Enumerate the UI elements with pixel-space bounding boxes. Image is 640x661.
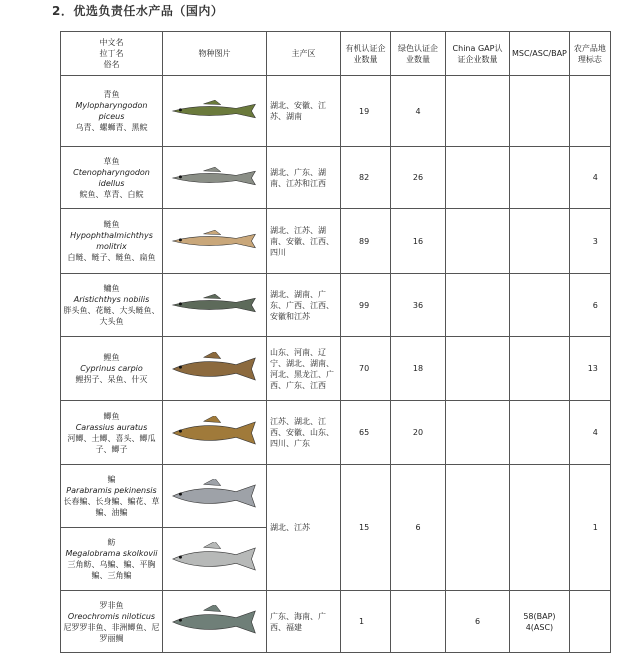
geo-count: 6 bbox=[569, 274, 610, 337]
species-image bbox=[163, 528, 267, 591]
region-cell: 山东、河南、辽宁、湖北、湖南、河北、黑龙江、广西、广东、江西 bbox=[267, 337, 341, 401]
header-msc: MSC/ASC/BAP bbox=[510, 32, 570, 76]
chinagap-count bbox=[446, 337, 510, 401]
species-image bbox=[163, 147, 267, 209]
chinagap-count: 6 bbox=[446, 591, 510, 653]
geo-count bbox=[569, 76, 610, 147]
region-cell: 湖北、江苏 bbox=[267, 465, 341, 591]
species-latin-name: Oreochromis niloticus bbox=[67, 611, 156, 621]
species-alias: 鲩鱼、草青、白鲩 bbox=[79, 189, 144, 199]
species-cn-name: 青鱼 bbox=[103, 90, 120, 99]
black-amur-bream-icon bbox=[167, 542, 263, 576]
species-cn-name: 鳊 bbox=[107, 475, 116, 484]
species-alias: 三角鲂、乌鳊、鳊、平胸鳊、三角鳊 bbox=[67, 560, 156, 580]
crucian-carp-icon bbox=[167, 416, 263, 450]
msc-count bbox=[510, 401, 570, 465]
species-latin-name: Mylopharyngodon piceus bbox=[75, 101, 148, 121]
header-name-latin: 拉丁名 bbox=[99, 49, 124, 58]
tilapia-icon bbox=[167, 605, 263, 639]
bighead-carp-icon bbox=[167, 288, 263, 322]
msc-count bbox=[510, 465, 570, 591]
white-amur-bream-icon bbox=[167, 479, 263, 513]
green-count: 26 bbox=[391, 147, 446, 209]
species-alias: 尼罗罗非鱼、非洲鲫鱼、尼罗丽鲷 bbox=[63, 622, 160, 643]
black-carp-icon bbox=[167, 94, 263, 128]
species-name-cell bbox=[61, 591, 163, 653]
species-image bbox=[163, 209, 267, 274]
species-image bbox=[163, 401, 267, 465]
species-alias: 鲤拐子、呆鱼、什灭 bbox=[75, 375, 148, 384]
chinagap-count bbox=[446, 465, 510, 591]
green-count: 6 bbox=[391, 465, 446, 591]
table-row bbox=[61, 274, 611, 337]
geo-count: 13 bbox=[569, 337, 610, 401]
species-alias: 白鲢、鲢子、鲢鱼、扁鱼 bbox=[67, 253, 156, 262]
table-header-row bbox=[61, 32, 611, 76]
organic-count: 82 bbox=[341, 147, 391, 209]
green-count: 20 bbox=[391, 401, 446, 465]
msc-count: 58(BAP) 4(ASC) bbox=[510, 591, 570, 653]
header-geo: 农产品地理标志 bbox=[569, 32, 610, 76]
species-cn-name: 鲂 bbox=[107, 538, 116, 547]
geo-count: 3 bbox=[569, 209, 610, 274]
organic-count: 19 bbox=[341, 76, 391, 147]
green-count bbox=[391, 591, 446, 653]
header-name-alias: 俗名 bbox=[103, 60, 120, 69]
table-row bbox=[61, 591, 611, 653]
grass-carp-icon bbox=[167, 161, 263, 195]
species-image bbox=[163, 76, 267, 147]
green-count: 16 bbox=[391, 209, 446, 274]
green-count: 18 bbox=[391, 337, 446, 401]
table-row bbox=[61, 401, 611, 465]
green-count: 36 bbox=[391, 274, 446, 337]
header-name bbox=[61, 32, 163, 76]
species-name-cell bbox=[61, 209, 163, 274]
species-name-cell bbox=[61, 147, 163, 209]
species-cn-name: 鲢鱼 bbox=[103, 220, 120, 229]
geo-count bbox=[569, 591, 610, 653]
organic-count: 65 bbox=[341, 401, 391, 465]
chinagap-count bbox=[446, 147, 510, 209]
section-title: 2．优选负责任水产品（国内） bbox=[52, 4, 224, 18]
species-latin-name: Hypophthalmichthys molitrix bbox=[70, 231, 153, 251]
region-cell: 广东、海南、广西、福建 bbox=[267, 591, 341, 653]
species-name-cell bbox=[61, 401, 163, 465]
chinagap-count bbox=[446, 209, 510, 274]
species-alias: 长春鳊、长身鳊、鳊花、草鳊、油鳊 bbox=[63, 497, 160, 517]
species-image bbox=[163, 274, 267, 337]
species-alias: 乌青、螺蛳青、黑鲩 bbox=[75, 123, 148, 132]
region-cell: 湖北、安徽、江苏、湖南 bbox=[267, 76, 341, 147]
msc-count bbox=[510, 274, 570, 337]
species-name-cell bbox=[61, 76, 163, 147]
msc-count bbox=[510, 209, 570, 274]
organic-count: 1 bbox=[341, 591, 391, 653]
species-table bbox=[60, 31, 611, 653]
species-name-cell bbox=[61, 465, 163, 528]
species-alias: 胖头鱼、花鲢、大头鲢鱼、大头鱼 bbox=[63, 306, 160, 326]
table-row bbox=[61, 76, 611, 147]
region-cell: 湖北、湖南、广东、广西、江西、安徽和江苏 bbox=[267, 274, 341, 337]
species-cn-name: 鲤鱼 bbox=[103, 353, 120, 362]
header-image: 物种图片 bbox=[163, 32, 267, 76]
geo-count: 1 bbox=[569, 465, 610, 591]
species-cn-name: 草鱼 bbox=[103, 156, 120, 166]
region-cell: 湖北、江苏、湖南、安徽、江西、四川 bbox=[267, 209, 341, 274]
header-region: 主产区 bbox=[267, 32, 341, 76]
organic-count: 89 bbox=[341, 209, 391, 274]
species-cn-name: 鳙鱼 bbox=[103, 284, 120, 293]
table-row bbox=[61, 337, 611, 401]
species-name-cell bbox=[61, 528, 163, 591]
organic-count: 70 bbox=[341, 337, 391, 401]
common-carp-icon bbox=[167, 352, 263, 386]
chinagap-count bbox=[446, 401, 510, 465]
msc-count bbox=[510, 147, 570, 209]
table-row bbox=[61, 147, 611, 209]
region-cell: 湖北、广东、湖南、江苏和江西 bbox=[267, 147, 341, 209]
chinagap-count bbox=[446, 274, 510, 337]
species-image bbox=[163, 465, 267, 528]
species-latin-name: Parabramis pekinensis bbox=[66, 486, 157, 495]
species-latin-name: Aristichthys nobilis bbox=[73, 295, 150, 304]
msc-count bbox=[510, 337, 570, 401]
organic-count: 15 bbox=[341, 465, 391, 591]
species-name-cell bbox=[61, 337, 163, 401]
species-image bbox=[163, 591, 267, 653]
msc-count bbox=[510, 76, 570, 147]
species-cn-name: 鲫鱼 bbox=[103, 411, 120, 421]
organic-count: 99 bbox=[341, 274, 391, 337]
geo-count: 4 bbox=[569, 147, 610, 209]
geo-count: 4 bbox=[569, 401, 610, 465]
species-name-cell bbox=[61, 274, 163, 337]
header-organic: 有机认证企业数量 bbox=[341, 32, 391, 76]
species-alias: 河鲫、土鲫、喜头、鲫瓜子、鲫子 bbox=[67, 433, 156, 454]
species-latin-name: Carassius auratus bbox=[75, 422, 148, 432]
header-chinagap: China GAP认证企业数量 bbox=[446, 32, 510, 76]
species-image bbox=[163, 337, 267, 401]
header-name-cn: 中文名 bbox=[99, 38, 124, 47]
species-latin-name: Ctenopharyngodon idellus bbox=[73, 167, 150, 188]
species-latin-name: Megalobrama skolkovii bbox=[65, 549, 158, 558]
chinagap-count bbox=[446, 76, 510, 147]
region-cell: 江苏、湖北、江西、安徽、山东、四川、广东 bbox=[267, 401, 341, 465]
silver-carp-icon bbox=[167, 224, 263, 258]
species-latin-name: Cyprinus carpio bbox=[80, 364, 143, 373]
table-row bbox=[61, 465, 611, 528]
species-cn-name: 罗非鱼 bbox=[99, 600, 124, 610]
header-green: 绿色认证企业数量 bbox=[391, 32, 446, 76]
table-row bbox=[61, 209, 611, 274]
green-count: 4 bbox=[391, 76, 446, 147]
